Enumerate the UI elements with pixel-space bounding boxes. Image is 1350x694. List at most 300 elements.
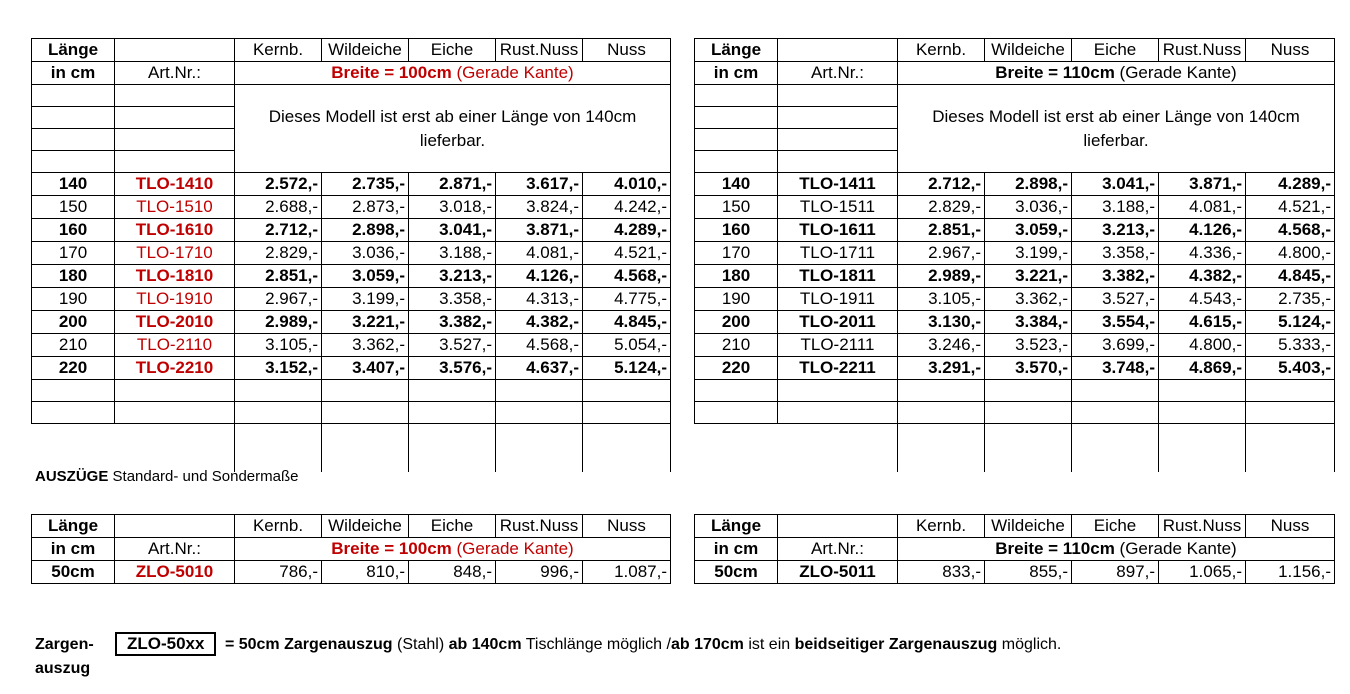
price-cell: 3.152,-: [235, 357, 322, 380]
header-wood: Kernb.: [898, 39, 985, 62]
price-cell: 996,-: [496, 561, 583, 584]
header-wood: Wildeiche: [985, 39, 1072, 62]
empty-cell: [1246, 380, 1335, 402]
header-wood: Rust.Nuss: [496, 515, 583, 538]
price-cell: 4.521,-: [583, 242, 671, 265]
empty-cell: [1072, 380, 1159, 402]
price-cell: 3.358,-: [1072, 242, 1159, 265]
price-cell: 2.572,-: [235, 173, 322, 196]
footer-t3: (Stahl): [397, 636, 445, 653]
price-cell: 4.521,-: [1246, 196, 1335, 219]
price-row: [32, 311, 671, 334]
header-wood: Eiche: [409, 515, 496, 538]
footer-t5: Tischlänge möglich /: [525, 636, 671, 653]
gap-cell: [322, 424, 409, 472]
footer-t1: = 50cm: [224, 636, 280, 653]
article-number: TLO-1511: [778, 196, 898, 219]
empty-cell: [32, 129, 115, 151]
price-cell: 4.242,-: [583, 196, 671, 219]
header-laenge: Länge: [695, 515, 778, 538]
empty-cell: [778, 402, 898, 424]
price-cell: 5.403,-: [1246, 357, 1335, 380]
breite-label: [898, 62, 1335, 85]
price-cell: 3.213,-: [409, 265, 496, 288]
footer-label-2: auszug: [35, 660, 91, 677]
header-wood: Nuss: [1246, 39, 1335, 62]
article-number: TLO-1710: [115, 242, 235, 265]
empty-cell: [115, 402, 235, 424]
article-number: TLO-2111: [778, 334, 898, 357]
length-cell: 50cm: [32, 561, 115, 584]
length-cell: 200: [32, 311, 115, 334]
empty-cell: [695, 107, 778, 129]
gap-cell: [1072, 424, 1159, 472]
length-cell: 180: [695, 265, 778, 288]
article-number: TLO-1811: [778, 265, 898, 288]
price-cell: 3.188,-: [409, 242, 496, 265]
auszuege-text: Standard- und Sondermaße: [112, 468, 299, 485]
length-cell: 140: [32, 173, 115, 196]
empty-row: [32, 85, 671, 107]
price-cell: 3.041,-: [409, 219, 496, 242]
price-cell: 3.527,-: [1072, 288, 1159, 311]
length-cell: 150: [695, 196, 778, 219]
price-row: [32, 265, 671, 288]
price-cell: 3.036,-: [985, 196, 1072, 219]
price-cell: 786,-: [235, 561, 322, 584]
article-number: TLO-2010: [115, 311, 235, 334]
price-cell: 3.213,-: [1072, 219, 1159, 242]
price-row: [695, 173, 1335, 196]
gap-cell: [1246, 424, 1335, 472]
price-cell: 3.407,-: [322, 357, 409, 380]
extension-row: [32, 561, 671, 584]
price-cell: 4.289,-: [1246, 173, 1335, 196]
header-wood: Kernb.: [898, 515, 985, 538]
price-cell: 4.568,-: [583, 265, 671, 288]
header-laenge: Länge: [695, 39, 778, 62]
price-cell: 3.382,-: [409, 311, 496, 334]
price-cell: 4.637,-: [496, 357, 583, 380]
empty-row: [32, 402, 671, 424]
price-row: [32, 196, 671, 219]
footer-article-box: ZLO-50xx: [115, 632, 216, 656]
empty-cell: [496, 402, 583, 424]
empty-cell: [409, 402, 496, 424]
header-in-cm: in cm: [32, 538, 115, 561]
header-in-cm: in cm: [32, 62, 115, 85]
price-cell: 5.054,-: [583, 334, 671, 357]
empty-cell: [1159, 380, 1246, 402]
breite-suffix: (Gerade Kante): [456, 63, 574, 82]
footer-t6: ab 170cm: [670, 636, 744, 653]
price-cell: 5.124,-: [1246, 311, 1335, 334]
article-number: TLO-1611: [778, 219, 898, 242]
price-cell: 2.898,-: [322, 219, 409, 242]
price-row: [695, 288, 1335, 311]
empty-cell: [583, 402, 671, 424]
article-number: TLO-2210: [115, 357, 235, 380]
empty-cell: [1159, 402, 1246, 424]
article-number: TLO-1411: [778, 173, 898, 196]
price-cell: 5.124,-: [583, 357, 671, 380]
availability-note: Dieses Modell ist erst ab einer Länge von 140cm lieferbar.: [898, 85, 1335, 173]
header-in-cm: in cm: [695, 62, 778, 85]
empty-cell: [695, 85, 778, 107]
price-cell: 4.845,-: [1246, 265, 1335, 288]
price-cell: 2.967,-: [235, 288, 322, 311]
empty-cell: [1072, 402, 1159, 424]
header-laenge: Länge: [32, 39, 115, 62]
length-cell: 210: [32, 334, 115, 357]
header-wood: Eiche: [409, 39, 496, 62]
footer-label-1: Zargen-: [35, 636, 94, 653]
price-row: [695, 242, 1335, 265]
empty-cell: [32, 380, 115, 402]
length-cell: 140: [695, 173, 778, 196]
article-number: ZLO-5010: [115, 561, 235, 584]
header-wood: Wildeiche: [985, 515, 1072, 538]
price-cell: 2.712,-: [235, 219, 322, 242]
price-cell: 3.036,-: [322, 242, 409, 265]
price-cell: 4.775,-: [583, 288, 671, 311]
header-wood: Kernb.: [235, 39, 322, 62]
length-cell: 170: [695, 242, 778, 265]
gap-cell: [496, 424, 583, 472]
price-cell: 3.246,-: [898, 334, 985, 357]
price-row: [695, 196, 1335, 219]
price-cell: 3.699,-: [1072, 334, 1159, 357]
price-cell: 2.989,-: [235, 311, 322, 334]
price-cell: 4.615,-: [1159, 311, 1246, 334]
breite-label: [898, 538, 1335, 561]
price-cell: 4.800,-: [1246, 242, 1335, 265]
price-cell: 3.105,-: [898, 288, 985, 311]
empty-cell: [32, 151, 115, 173]
header-row: [695, 39, 1335, 62]
empty-cell: [985, 402, 1072, 424]
price-cell: 4.568,-: [1246, 219, 1335, 242]
gap-row: [695, 424, 1335, 472]
header-wood: Nuss: [583, 515, 671, 538]
price-cell: 4.313,-: [496, 288, 583, 311]
header-row: [695, 515, 1335, 538]
header-artnr: Art.Nr.:: [778, 538, 898, 561]
length-cell: 190: [695, 288, 778, 311]
price-cell: 3.221,-: [985, 265, 1072, 288]
price-cell: 3.523,-: [985, 334, 1072, 357]
empty-row: [695, 402, 1335, 424]
header-wood: Wildeiche: [322, 515, 409, 538]
price-cell: 3.105,-: [235, 334, 322, 357]
price-cell: 2.688,-: [235, 196, 322, 219]
price-cell: 5.333,-: [1246, 334, 1335, 357]
header-row: [32, 538, 671, 561]
gap-cell: [583, 424, 671, 472]
footer-t2: Zargenauszug: [284, 636, 393, 653]
length-cell: 220: [32, 357, 115, 380]
header-in-cm: in cm: [695, 538, 778, 561]
price-cell: 833,-: [898, 561, 985, 584]
breite-suffix: (Gerade Kante): [1119, 539, 1237, 558]
header-row: [695, 62, 1335, 85]
header-wood: Kernb.: [235, 515, 322, 538]
length-cell: 220: [695, 357, 778, 380]
length-cell: 180: [32, 265, 115, 288]
price-cell: 4.010,-: [583, 173, 671, 196]
price-cell: 4.081,-: [1159, 196, 1246, 219]
price-cell: 2.735,-: [322, 173, 409, 196]
price-cell: 855,-: [985, 561, 1072, 584]
gap-cell: [32, 424, 235, 472]
price-row: [695, 311, 1335, 334]
price-cell: 1.065,-: [1159, 561, 1246, 584]
price-cell: 3.748,-: [1072, 357, 1159, 380]
gap-cell: [695, 424, 898, 472]
price-cell: 3.291,-: [898, 357, 985, 380]
empty-cell: [115, 380, 235, 402]
header-row: [32, 62, 671, 85]
price-cell: 3.362,-: [985, 288, 1072, 311]
price-row: [695, 357, 1335, 380]
availability-note: Dieses Modell ist erst ab einer Länge von 140cm lieferbar.: [235, 85, 671, 173]
empty-cell: [778, 85, 898, 107]
price-cell: 3.382,-: [1072, 265, 1159, 288]
header-wood: Wildeiche: [322, 39, 409, 62]
length-cell: 160: [32, 219, 115, 242]
empty-cell: [778, 380, 898, 402]
price-cell: 2.871,-: [409, 173, 496, 196]
gap-row: [32, 424, 671, 472]
price-cell: 3.130,-: [898, 311, 985, 334]
gap-cell: [898, 424, 985, 472]
article-number: TLO-1911: [778, 288, 898, 311]
price-cell: 2.851,-: [898, 219, 985, 242]
price-cell: 3.554,-: [1072, 311, 1159, 334]
article-number: TLO-1711: [778, 242, 898, 265]
price-cell: 3.199,-: [322, 288, 409, 311]
footer-t7: ist ein: [748, 636, 791, 653]
empty-cell: [235, 380, 322, 402]
price-cell: 3.570,-: [985, 357, 1072, 380]
length-cell: 170: [32, 242, 115, 265]
article-number: TLO-1810: [115, 265, 235, 288]
extension-row: [695, 561, 1335, 584]
price-cell: 3.199,-: [985, 242, 1072, 265]
price-cell: 4.126,-: [1159, 219, 1246, 242]
price-cell: 4.382,-: [1159, 265, 1246, 288]
header-wood: Nuss: [583, 39, 671, 62]
header-wood: Rust.Nuss: [1159, 515, 1246, 538]
price-cell: 2.735,-: [1246, 288, 1335, 311]
price-cell: 3.617,-: [496, 173, 583, 196]
length-cell: 190: [32, 288, 115, 311]
price-row: [32, 242, 671, 265]
price-cell: 1.087,-: [583, 561, 671, 584]
empty-cell: [898, 380, 985, 402]
price-cell: 3.527,-: [409, 334, 496, 357]
price-cell: 3.824,-: [496, 196, 583, 219]
price-cell: 3.362,-: [322, 334, 409, 357]
empty-cell: [322, 380, 409, 402]
header-laenge: Länge: [32, 515, 115, 538]
header-artnr: Art.Nr.:: [115, 538, 235, 561]
auszuege-heading: [35, 468, 298, 485]
empty-cell: [235, 402, 322, 424]
price-cell: 4.543,-: [1159, 288, 1246, 311]
price-cell: 2.989,-: [898, 265, 985, 288]
price-cell: 4.289,-: [583, 219, 671, 242]
footer-t9: möglich.: [1001, 636, 1062, 653]
empty-row: [695, 85, 1335, 107]
price-cell: 3.018,-: [409, 196, 496, 219]
empty-cell: [322, 402, 409, 424]
price-cell: 3.041,-: [1072, 173, 1159, 196]
empty-row: [695, 380, 1335, 402]
price-row: [695, 334, 1335, 357]
gap-cell: [1159, 424, 1246, 472]
empty-cell: [115, 151, 235, 173]
price-cell: 2.898,-: [985, 173, 1072, 196]
empty-cell: [32, 107, 115, 129]
header-wood: Rust.Nuss: [496, 39, 583, 62]
price-cell: 1.156,-: [1246, 561, 1335, 584]
price-row: [32, 288, 671, 311]
empty-cell: [695, 129, 778, 151]
empty-cell: [32, 85, 115, 107]
gap-cell: [235, 424, 322, 472]
article-number: TLO-1410: [115, 173, 235, 196]
price-cell: 3.188,-: [1072, 196, 1159, 219]
price-cell: 4.568,-: [496, 334, 583, 357]
price-cell: 848,-: [409, 561, 496, 584]
empty-cell: [695, 380, 778, 402]
article-number: TLO-1610: [115, 219, 235, 242]
price-row: [32, 219, 671, 242]
length-cell: 200: [695, 311, 778, 334]
price-row: [32, 334, 671, 357]
empty-cell: [985, 380, 1072, 402]
empty-cell: [32, 402, 115, 424]
footer-note: [35, 632, 1061, 681]
empty-cell: [778, 129, 898, 151]
header-row: [32, 39, 671, 62]
extension-table-110cm: [694, 514, 1335, 584]
breite-suffix: (Gerade Kante): [456, 539, 574, 558]
price-row: [695, 265, 1335, 288]
breite-prefix: Breite = 100cm: [331, 63, 452, 82]
empty-cell: [409, 380, 496, 402]
breite-suffix: (Gerade Kante): [1119, 63, 1237, 82]
empty-cell: [115, 107, 235, 129]
header-artnr: Art.Nr.:: [115, 62, 235, 85]
price-cell: 3.384,-: [985, 311, 1072, 334]
length-cell: 150: [32, 196, 115, 219]
price-cell: 3.871,-: [1159, 173, 1246, 196]
price-cell: 810,-: [322, 561, 409, 584]
empty-cell: [115, 85, 235, 107]
header-wood: Rust.Nuss: [1159, 39, 1246, 62]
article-number: TLO-1910: [115, 288, 235, 311]
breite-prefix: Breite = 100cm: [331, 539, 452, 558]
empty-cell: [898, 402, 985, 424]
empty-cell: [1246, 402, 1335, 424]
breite-prefix: Breite = 110cm: [995, 63, 1115, 82]
empty-cell: [695, 402, 778, 424]
header-empty: [115, 515, 235, 538]
price-cell: 2.829,-: [235, 242, 322, 265]
header-empty: [778, 39, 898, 62]
empty-cell: [583, 380, 671, 402]
header-artnr: Art.Nr.:: [778, 62, 898, 85]
article-number: TLO-2211: [778, 357, 898, 380]
price-table-100cm: [31, 38, 671, 472]
price-cell: 2.829,-: [898, 196, 985, 219]
empty-row: [32, 380, 671, 402]
price-row: [695, 219, 1335, 242]
header-wood: Nuss: [1246, 515, 1335, 538]
header-row: [695, 538, 1335, 561]
price-cell: 3.221,-: [322, 311, 409, 334]
header-row: [32, 515, 671, 538]
price-cell: 3.059,-: [322, 265, 409, 288]
header-wood: Eiche: [1072, 515, 1159, 538]
price-cell: 4.845,-: [583, 311, 671, 334]
empty-cell: [695, 151, 778, 173]
extension-table-100cm: [31, 514, 671, 584]
price-cell: 3.576,-: [409, 357, 496, 380]
price-cell: 3.871,-: [496, 219, 583, 242]
price-cell: 4.382,-: [496, 311, 583, 334]
empty-cell: [115, 129, 235, 151]
price-cell: 3.358,-: [409, 288, 496, 311]
empty-cell: [778, 151, 898, 173]
price-cell: 2.873,-: [322, 196, 409, 219]
price-cell: 2.967,-: [898, 242, 985, 265]
price-cell: 2.851,-: [235, 265, 322, 288]
price-cell: 4.869,-: [1159, 357, 1246, 380]
gap-cell: [985, 424, 1072, 472]
breite-label: [235, 538, 671, 561]
empty-cell: [496, 380, 583, 402]
price-cell: 897,-: [1072, 561, 1159, 584]
length-cell: 160: [695, 219, 778, 242]
length-cell: 210: [695, 334, 778, 357]
price-cell: 4.800,-: [1159, 334, 1246, 357]
price-cell: 4.336,-: [1159, 242, 1246, 265]
footer-t8: beidseitiger Zargenauszug: [794, 636, 998, 653]
price-cell: 4.081,-: [496, 242, 583, 265]
header-empty: [115, 39, 235, 62]
price-cell: 2.712,-: [898, 173, 985, 196]
length-cell: 50cm: [695, 561, 778, 584]
article-number: TLO-1510: [115, 196, 235, 219]
header-wood: Eiche: [1072, 39, 1159, 62]
price-cell: 3.059,-: [985, 219, 1072, 242]
price-row: [32, 357, 671, 380]
gap-cell: [409, 424, 496, 472]
price-table-110cm: [694, 38, 1335, 472]
breite-label: [235, 62, 671, 85]
auszuege-title: AUSZÜGE: [35, 468, 109, 485]
article-number: ZLO-5011: [778, 561, 898, 584]
article-number: TLO-2011: [778, 311, 898, 334]
breite-prefix: Breite = 110cm: [995, 539, 1115, 558]
price-row: [32, 173, 671, 196]
price-cell: 4.126,-: [496, 265, 583, 288]
footer-t4: ab 140cm: [448, 636, 522, 653]
header-empty: [778, 515, 898, 538]
